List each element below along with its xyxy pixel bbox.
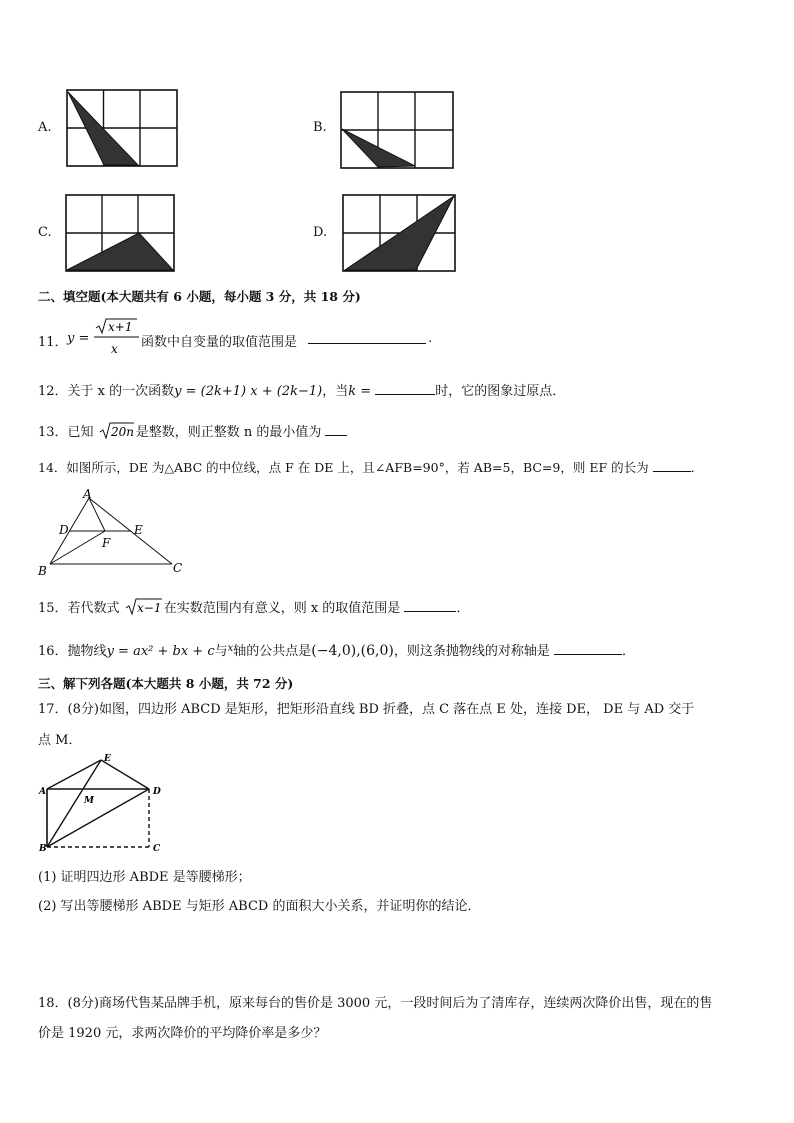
fig17-label-b: B bbox=[39, 844, 47, 852]
q16-number: 16． bbox=[38, 644, 68, 659]
question-12 bbox=[38, 380, 565, 399]
q16-x: x bbox=[227, 643, 234, 654]
q13-post: 是整数，则正整数 n 的最小值为 bbox=[135, 425, 322, 440]
q18-score: (8分) bbox=[67, 996, 99, 1011]
question-18-line-1 bbox=[38, 992, 712, 1011]
option-d-label: D. bbox=[313, 225, 328, 240]
q14-text: 如图所示，DE 为△ABC 的中位线，点 F 在 DE 上，且∠AFB=90°，若 AB=5，BC=9，则 EF 的长为 bbox=[66, 460, 649, 475]
q18-number: 18． bbox=[38, 996, 68, 1011]
q15-sqrt bbox=[124, 597, 164, 617]
fig14-label-b: B bbox=[38, 564, 47, 578]
q12-number: 12． bbox=[38, 384, 68, 399]
q13-pre: 已知 bbox=[67, 425, 94, 440]
fig17-label-e: E bbox=[104, 754, 111, 764]
q15-radicand: x−1 bbox=[136, 601, 162, 615]
q16-mid2: 轴的公共点是 bbox=[233, 644, 312, 659]
q17-score: (8分) bbox=[67, 702, 99, 717]
q12-formula: y = (2k+1) x + (2k−1) bbox=[174, 384, 323, 399]
question-17-line-1 bbox=[38, 698, 694, 717]
q15-number: 15． bbox=[38, 601, 68, 616]
q11-answer-blank[interactable] bbox=[308, 331, 426, 344]
question-14 bbox=[38, 458, 703, 476]
option-c-label: C. bbox=[38, 225, 52, 240]
fig17-label-m: M bbox=[84, 796, 94, 806]
q16-pre: 抛物线 bbox=[67, 644, 107, 659]
q11-text: 函数中自变量的取值范围是 bbox=[141, 335, 298, 350]
question-13 bbox=[38, 421, 347, 441]
fig14-label-a: A bbox=[83, 487, 92, 501]
question-18-line-2: 价是 1920 元，求两次降价的平均降价率是多少？ bbox=[38, 1026, 327, 1041]
q16-end: ． bbox=[622, 644, 636, 659]
section-3-title: 三、解下列各题(本大题共 8 小题，共 72 分) bbox=[38, 676, 294, 691]
option-b-label: B. bbox=[313, 120, 327, 135]
q11-number: 11． bbox=[38, 335, 68, 350]
q17-number: 17． bbox=[38, 702, 68, 717]
option-c-figure bbox=[65, 194, 175, 272]
q13-sqrt bbox=[98, 421, 136, 441]
q11-denominator: x bbox=[111, 342, 118, 356]
q15-pre: 若代数式 bbox=[67, 601, 120, 616]
question-16 bbox=[38, 640, 635, 659]
q16-formula: y = ax² + bx + c bbox=[106, 644, 215, 659]
q12-pre: 关于 x 的一次函数 bbox=[67, 384, 175, 399]
fig17-label-d: D bbox=[153, 787, 161, 797]
q12-k: k = bbox=[348, 384, 372, 399]
option-a-figure bbox=[66, 89, 178, 167]
q11-fraction bbox=[93, 318, 141, 360]
figure-14-triangle bbox=[34, 486, 189, 578]
fig14-label-e: E bbox=[134, 523, 143, 537]
fig17-label-a: A bbox=[39, 787, 46, 797]
q17-line1: 如图，四边形 ABCD 是矩形，把矩形沿直线 BD 折叠，点 C 落在点 E 处，连接 DE， DE 与 AD 交于 bbox=[98, 702, 695, 717]
q13-number: 13． bbox=[38, 425, 68, 440]
fig14-label-d: D bbox=[59, 523, 69, 537]
option-a-label: A. bbox=[38, 120, 52, 135]
fig17-label-c: C bbox=[153, 844, 161, 852]
q16-answer-blank[interactable] bbox=[554, 642, 622, 655]
section-2-title: 二、填空题(本大题共有 6 小题，每小题 3 分，共 18 分) bbox=[38, 289, 361, 304]
q15-post: 在实数范围内有意义，则 x 的取值范围是 bbox=[163, 601, 401, 616]
option-d-figure bbox=[342, 194, 456, 272]
q13-answer-blank[interactable] bbox=[325, 423, 347, 436]
q12-post: 时，它的图象过原点． bbox=[435, 384, 566, 399]
q12-mid: ，当 bbox=[322, 384, 349, 399]
q14-number: 14． bbox=[38, 460, 67, 475]
q12-answer-blank[interactable] bbox=[375, 382, 435, 395]
q16-mid: 与 bbox=[214, 644, 228, 659]
q11-y: y = bbox=[67, 331, 90, 346]
question-15 bbox=[38, 597, 469, 617]
q17-subquestion-2: (2) 写出等腰梯形 ABDE 与矩形 ABCD 的面积大小关系，并证明你的结论． bbox=[38, 899, 481, 914]
q16-post: ，则这条抛物线的对称轴是 bbox=[393, 644, 550, 659]
q14-end: ． bbox=[690, 460, 704, 475]
q14-answer-blank[interactable] bbox=[653, 459, 691, 472]
question-17-line-2: 点 M． bbox=[38, 733, 82, 748]
figure-17-rectangle bbox=[36, 752, 166, 852]
q11-numerator: x+1 bbox=[108, 320, 133, 334]
q13-radicand: 20n bbox=[110, 425, 134, 439]
q15-answer-blank[interactable] bbox=[404, 599, 456, 612]
option-b-figure bbox=[340, 91, 454, 169]
q16-points: (−4,0),(6,0) bbox=[311, 643, 394, 659]
fig14-label-c: C bbox=[173, 561, 183, 575]
q17-subquestion-1: (1) 证明四边形 ABDE 是等腰梯形； bbox=[38, 870, 251, 885]
q18-line1: 商场代售某品牌手机，原来每台的售价是 3000 元，一段时间后为了清库存，连续两次降价出售，现在的售 bbox=[98, 996, 713, 1011]
q15-end: ． bbox=[456, 601, 470, 616]
q11-end: . bbox=[428, 331, 433, 346]
fig14-label-f: F bbox=[102, 536, 111, 550]
